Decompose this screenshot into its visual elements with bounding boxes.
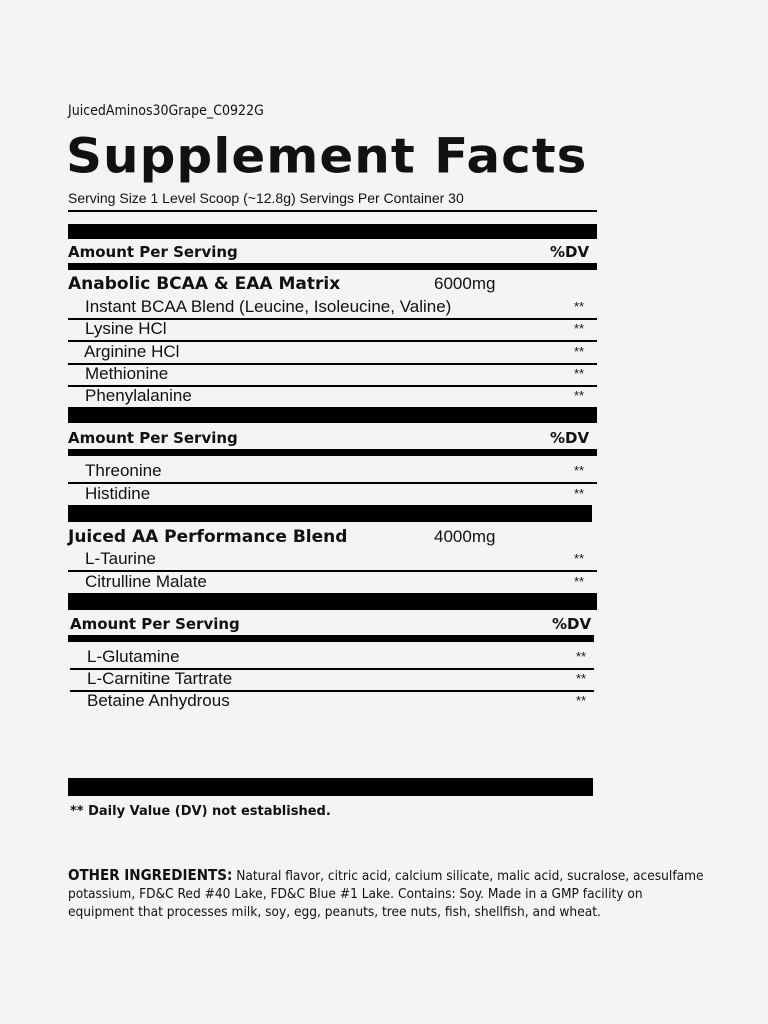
amount-per-serving-label: Amount Per Serving [68, 429, 238, 447]
medium-bar [68, 635, 594, 642]
ingredient-name: Phenylalanine [85, 386, 192, 405]
blend-name: Juiced AA Performance Blend [68, 527, 348, 547]
dv-value: ** [574, 299, 585, 314]
dv-value: ** [574, 551, 585, 566]
dv-value: ** [574, 344, 585, 359]
medium-bar [68, 263, 597, 270]
dv-value: ** [574, 321, 585, 336]
ingredient-name: Arginine HCl [84, 342, 180, 361]
ingredient-name: Citrulline Malate [85, 572, 207, 591]
footnote: ** Daily Value (DV) not established. [70, 804, 331, 819]
ingredient-name: Methionine [85, 364, 169, 383]
thick-bar [68, 778, 593, 796]
medium-bar [68, 449, 597, 456]
dv-value: ** [574, 486, 585, 501]
thick-bar [68, 505, 592, 522]
other-ingredients-text: Natural flavor, citric acid, calcium silicate, malic acid, sucralose, acesulfame potassium, FD&C Red #40 Lake, FD&C Blue #1 Lake. Contains: Soy. Made in a GMP facility on equipment that processes milk, soy, egg, peanuts, tree nuts, fish, shellfish, and wheat. [68, 868, 704, 920]
other-ingredients [68, 866, 708, 921]
dv-value: ** [574, 574, 585, 589]
ingredient-name: Histidine [85, 484, 151, 503]
ingredient-name: Betaine Anhydrous [87, 691, 230, 710]
blend-amount: 6000mg [434, 274, 496, 293]
dv-label: %DV [552, 615, 592, 633]
blend-amount: 4000mg [434, 527, 496, 546]
ingredient-name: Lysine HCl [85, 319, 167, 338]
dv-value: ** [574, 366, 585, 381]
divider [68, 210, 597, 212]
dv-label: %DV [550, 429, 590, 447]
blend-name: Anabolic BCAA & EAA Matrix [68, 274, 341, 294]
ingredient-name: Instant BCAA Blend (Leucine, Isoleucine, Valine) [85, 297, 452, 316]
dv-value: ** [574, 388, 585, 403]
dv-value: ** [576, 693, 587, 708]
dv-value: ** [574, 463, 585, 478]
serving-info: Serving Size 1 Level Scoop (~12.8g) Servings Per Container 30 [68, 190, 464, 206]
ingredient-name: L-Carnitine Tartrate [87, 669, 233, 688]
page-title: Supplement Facts [66, 127, 588, 185]
thick-bar [68, 407, 597, 423]
product-code: JuicedAminos30Grape_C0922G [68, 103, 264, 119]
ingredient-name: Threonine [85, 461, 162, 480]
dv-value: ** [576, 671, 587, 686]
thick-bar [68, 224, 597, 239]
ingredient-name: L-Taurine [85, 549, 156, 568]
dv-value: ** [576, 649, 587, 664]
thick-bar [68, 593, 597, 610]
other-ingredients-label: OTHER INGREDIENTS: [68, 866, 233, 884]
amount-per-serving-label: Amount Per Serving [68, 243, 238, 261]
amount-per-serving-label: Amount Per Serving [70, 615, 240, 633]
dv-label: %DV [550, 243, 590, 261]
ingredient-name: L-Glutamine [87, 647, 180, 666]
